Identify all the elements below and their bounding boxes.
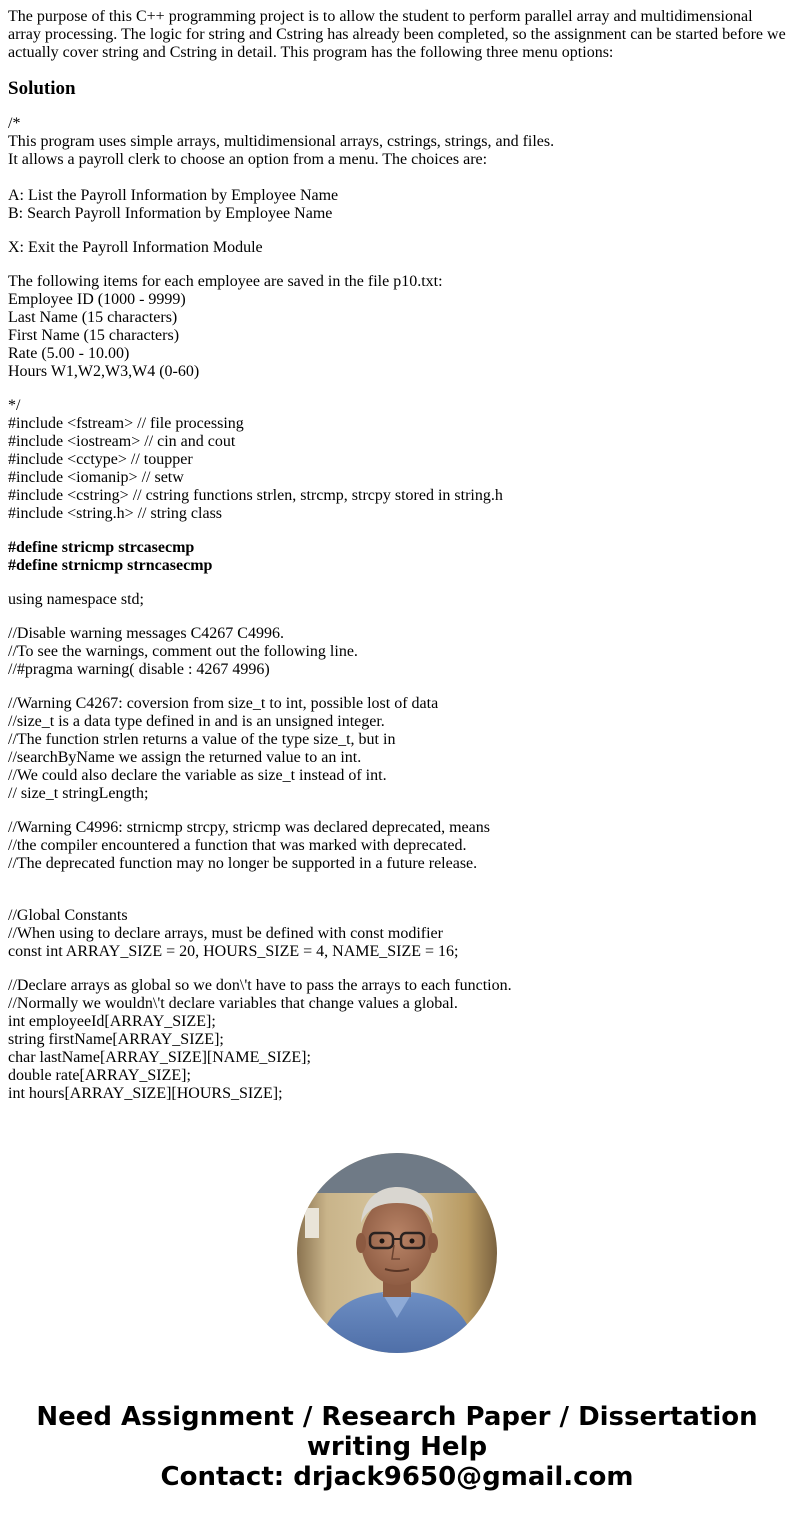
code-line: #include <cctype> // toupper bbox=[8, 451, 193, 468]
code-line: First Name (15 characters) bbox=[8, 327, 180, 344]
author-avatar bbox=[297, 1153, 497, 1353]
code-line: //Declare arrays as global so we don\'t have to pass the arrays to each function. bbox=[8, 977, 512, 994]
contact-banner bbox=[0, 1402, 794, 1492]
author-portrait-image bbox=[297, 1153, 497, 1353]
code-line: Last Name (15 characters) bbox=[8, 309, 178, 326]
code-block-header bbox=[8, 115, 786, 223]
code-line: //#pragma warning( disable : 4267 4996) bbox=[8, 661, 270, 678]
code-line: string firstName[ARRAY_SIZE]; bbox=[8, 1031, 224, 1048]
code-block-warning-c4996 bbox=[8, 819, 786, 891]
code-line: //the compiler encountered a function that was marked with deprecated. bbox=[8, 837, 467, 854]
blank-line bbox=[8, 873, 786, 891]
code-line: //Normally we wouldn\'t declare variables that change values a global. bbox=[8, 995, 458, 1012]
code-line: //size_t is a data type defined in and is an unsigned integer. bbox=[8, 713, 385, 730]
code-line: //Warning C4267: coversion from size_t to int, possible lost of data bbox=[8, 695, 439, 712]
code-line: double rate[ARRAY_SIZE]; bbox=[8, 1067, 191, 1084]
code-line: #include <iostream> // cin and cout bbox=[8, 433, 236, 450]
code-line: */ bbox=[8, 397, 21, 414]
code-line: #define strnicmp strncasecmp bbox=[8, 557, 213, 574]
code-line: char lastName[ARRAY_SIZE][NAME_SIZE]; bbox=[8, 1049, 311, 1066]
code-block-exit bbox=[8, 239, 786, 257]
code-line: Employee ID (1000 - 9999) bbox=[8, 291, 186, 308]
code-block-defines bbox=[8, 539, 786, 575]
code-line: int hours[ARRAY_SIZE][HOURS_SIZE]; bbox=[8, 1085, 283, 1102]
code-block-namespace bbox=[8, 591, 786, 609]
code-line: //searchByName we assign the returned value to an int. bbox=[8, 749, 362, 766]
code-line: //When using to declare arrays, must be defined with const modifier bbox=[8, 925, 443, 942]
solution-heading: Solution bbox=[8, 78, 76, 99]
code-block-constants bbox=[8, 907, 786, 961]
code-line: // size_t stringLength; bbox=[8, 785, 149, 802]
code-line: //The function strlen returns a value of the type size_t, but in bbox=[8, 731, 396, 748]
code-block-fields bbox=[8, 273, 786, 381]
code-line: A: List the Payroll Information by Employee Name bbox=[8, 187, 339, 204]
code-line: Rate (5.00 - 10.00) bbox=[8, 345, 130, 362]
code-block-arrays bbox=[8, 977, 786, 1103]
code-block-pragma bbox=[8, 625, 786, 679]
document-body bbox=[8, 8, 786, 1119]
code-line: //We could also declare the variable as size_t instead of int. bbox=[8, 767, 387, 784]
cta-line: Need Assignment / Research Paper / Dissertation bbox=[36, 1402, 758, 1432]
code-line: X: Exit the Payroll Information Module bbox=[8, 239, 263, 256]
code-line: //To see the warnings, comment out the following line. bbox=[8, 643, 358, 660]
code-block-includes bbox=[8, 397, 786, 523]
code-line: /* bbox=[8, 115, 21, 132]
code-line: //Warning C4996: strnicmp strcpy, stricmp was declared deprecated, means bbox=[8, 819, 490, 836]
code-line: #define stricmp strcasecmp bbox=[8, 539, 195, 556]
code-line: Hours W1,W2,W3,W4 (0-60) bbox=[8, 363, 200, 380]
cta-contact-email: Contact: drjack9650@gmail.com bbox=[160, 1462, 634, 1492]
code-line: #include <iomanip> // setw bbox=[8, 469, 184, 486]
code-line: #include <fstream> // file processing bbox=[8, 415, 244, 432]
cta-line: writing Help bbox=[306, 1432, 488, 1462]
code-line: //Disable warning messages C4267 C4996. bbox=[8, 625, 284, 642]
code-line: The following items for each employee are saved in the file p10.txt: bbox=[8, 273, 443, 290]
code-line: //The deprecated function may no longer be supported in a future release. bbox=[8, 855, 478, 872]
code-line: #include <cstring> // cstring functions strlen, strcmp, strcpy stored in string.h bbox=[8, 487, 503, 504]
code-line: This program uses simple arrays, multidimensional arrays, cstrings, strings, and files. bbox=[8, 133, 555, 150]
code-block-warning-c4267 bbox=[8, 695, 786, 803]
blank-line bbox=[8, 169, 786, 187]
code-line: int employeeId[ARRAY_SIZE]; bbox=[8, 1013, 216, 1030]
code-line: using namespace std; bbox=[8, 591, 144, 608]
intro-paragraph: The purpose of this C++ programming project is to allow the student to perform parallel array and multidimensional array processing. The logic for string and Cstring has already been completed, so the assignment can be started before we actually cover string and Cstring in detail. This program has the following three menu options: bbox=[8, 8, 786, 61]
code-line: const int ARRAY_SIZE = 20, HOURS_SIZE = 4, NAME_SIZE = 16; bbox=[8, 943, 459, 960]
code-line: B: Search Payroll Information by Employee Name bbox=[8, 205, 333, 222]
code-line: It allows a payroll clerk to choose an option from a menu. The choices are: bbox=[8, 151, 488, 168]
code-line: //Global Constants bbox=[8, 907, 128, 924]
code-line: #include <string.h> // string class bbox=[8, 505, 223, 522]
